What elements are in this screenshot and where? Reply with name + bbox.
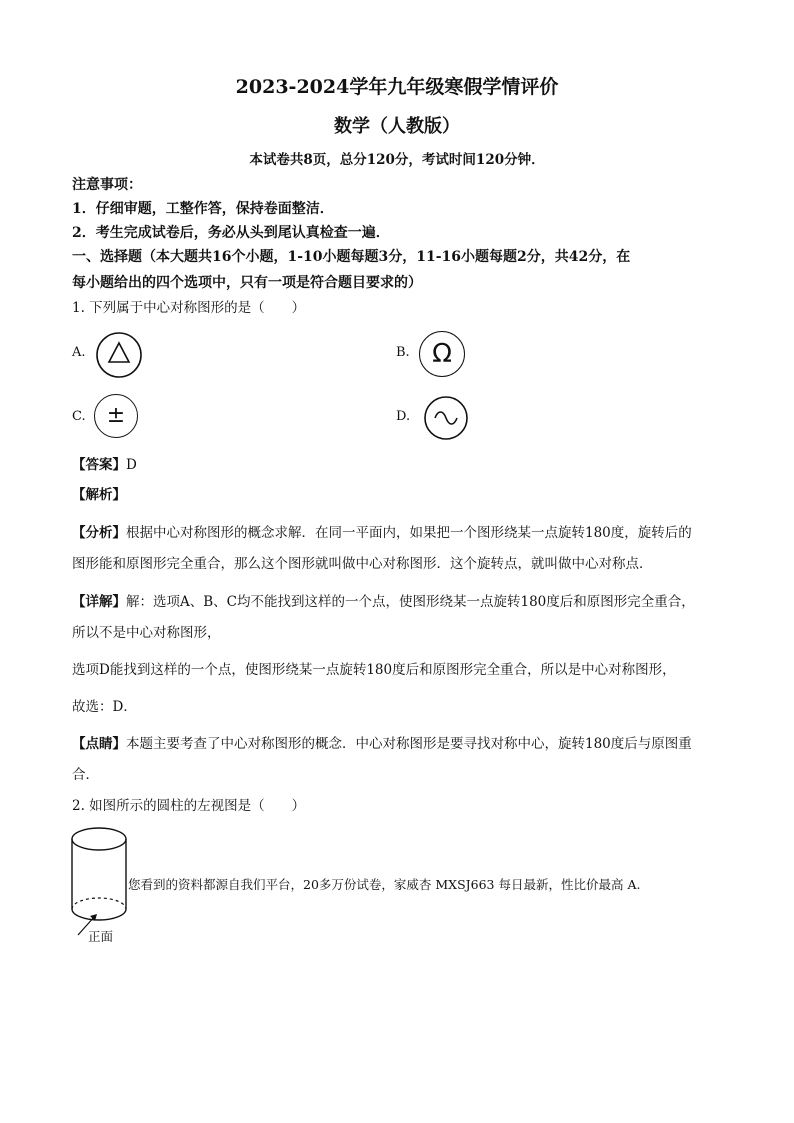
dianjing-text-1: 本题主要考查了中心对称图形的概念．中心对称图形是要寻找对称中心，旋转180度后与原图重 bbox=[126, 736, 692, 752]
xiangjie-tag: 【详解】 bbox=[72, 594, 126, 610]
plus-minus-icon: ± bbox=[94, 394, 138, 438]
option-a-label: A. bbox=[72, 345, 86, 360]
dianjing-tag: 【点睛】 bbox=[72, 736, 126, 752]
dianjing-line-2: 合． bbox=[72, 767, 99, 783]
xiangjie-line-4: 故选：D． bbox=[72, 699, 137, 715]
section-heading-line-2: 每小题给出的四个选项中，只有一项是符合题目要求的） bbox=[72, 275, 422, 291]
question-1-stem: 1. 下列属于中心对称图形的是（ ） bbox=[72, 300, 306, 316]
answer-tag: 【答案】 bbox=[72, 457, 126, 473]
answer-value: D bbox=[126, 457, 137, 473]
subject-title: 数学（人教版） bbox=[334, 116, 460, 137]
fenxi-tag: 【分析】 bbox=[72, 525, 126, 541]
option-c-label: C. bbox=[72, 409, 86, 424]
wave-icon bbox=[423, 395, 469, 441]
notes-item-1: 1．仔细审题，工整作答，保持卷面整洁． bbox=[72, 201, 334, 217]
analysis-tag: 【解析】 bbox=[72, 487, 126, 503]
dianjing-line-1 bbox=[72, 734, 762, 754]
notes-heading: 注意事项： bbox=[72, 177, 142, 193]
option-d-label: D. bbox=[396, 409, 411, 424]
question-2-stem: 2. 如图所示的圆柱的左视图是（ ） bbox=[72, 798, 306, 814]
omega-icon: Ω bbox=[419, 331, 465, 377]
promo-text: 您看到的资料都源自我们平台，20多万份试卷，家威杏 MXSJ663 每日最新，性比价最高 A. bbox=[128, 877, 641, 892]
notes-item-2: 2．考生完成试卷后，务必从头到尾认真检查一遍． bbox=[72, 225, 390, 241]
xiangjie-text-1: 解：选项A、B、C均不能找到这样的一个点，使图形绕某一点旋转180度后和原图形完全重合， bbox=[126, 594, 695, 610]
page-title: 2023-2024学年九年级寒假学情评价 bbox=[235, 76, 559, 98]
xiangjie-line-1 bbox=[72, 592, 762, 612]
fenxi-line-2: 图形能和原图形完全重合，那么这个图形就叫做中心对称图形．这个旋转点，就叫做中心对称点． bbox=[72, 556, 653, 572]
exam-info: 本试卷共8页，总分120分，考试时间120分钟． bbox=[249, 152, 545, 168]
xiangjie-line-2: 所以不是中心对称图形， bbox=[72, 625, 221, 641]
answer-line bbox=[72, 455, 137, 475]
section-heading-line-1: 一、选择题（本大题共16个小题，1-10小题每题3分，11-16小题每题2分，共42分，在 bbox=[72, 249, 631, 265]
fenxi-text-1: 根据中心对称图形的概念求解．在同一平面内，如果把一个图形绕某一点旋转180度，旋转后的 bbox=[126, 525, 692, 541]
front-label: 正面 bbox=[88, 929, 114, 944]
triangle-icon bbox=[95, 331, 143, 379]
fenxi-line-1 bbox=[72, 523, 752, 543]
xiangjie-line-3: 选项D能找到这样的一个点，使图形绕某一点旋转180度后和原图形完全重合，所以是中心对称图形， bbox=[72, 662, 676, 678]
option-b-label: B. bbox=[396, 345, 410, 360]
